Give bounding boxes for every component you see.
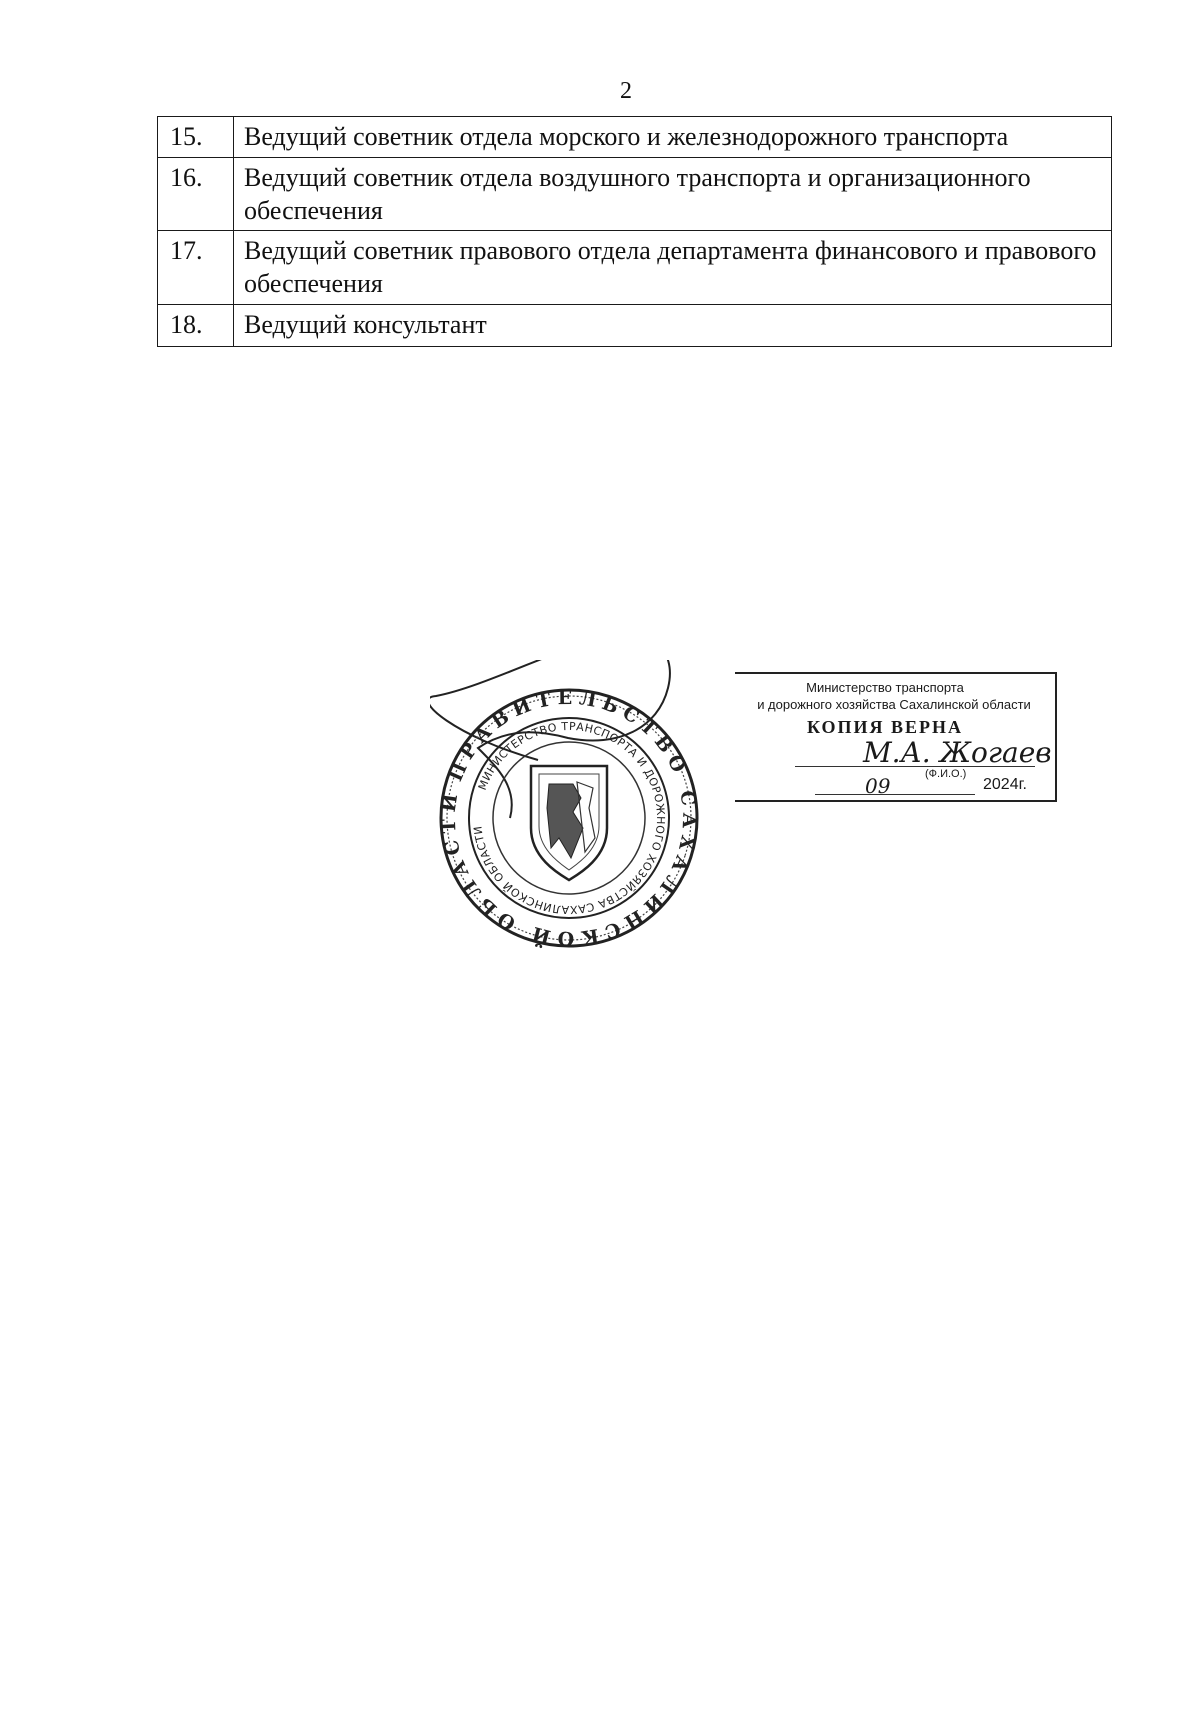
page-number: 2 <box>620 78 632 104</box>
row-number: 18. <box>158 305 234 347</box>
certification-area <box>430 660 1070 980</box>
row-number: 17. <box>158 231 234 305</box>
table-row <box>158 117 1112 158</box>
position-title: Ведущий консультант <box>234 305 1112 347</box>
position-title: Ведущий советник отдела воздушного транспорта и организационного обеспечения <box>234 158 1112 231</box>
table-row <box>158 305 1112 347</box>
table-row <box>158 231 1112 305</box>
position-title: Ведущий советник правового отдела департамента финансового и правового обеспечения <box>234 231 1112 305</box>
coat-of-arms <box>531 766 607 880</box>
year-suffix: г. <box>1018 776 1027 793</box>
seal-rings <box>430 660 735 980</box>
stamp-title: КОПИЯ ВЕРНА <box>806 717 964 737</box>
position-title: Ведущий советник отдела морского и железнодорожного транспорта <box>234 117 1112 158</box>
year-value: 2024 <box>983 776 1019 793</box>
seal-inner-textpath: МИНИСТЕРСТВО ТРАНСПОРТА И ДОРОЖНОГО ХОЗЯЙСТВА САХАЛИНСКОЙ ОБЛАСТИ <box>471 719 668 917</box>
row-number: 16. <box>158 158 234 231</box>
table-row <box>158 158 1112 231</box>
stamp-org-line1: Министерство транспорта <box>806 680 964 695</box>
positions-table <box>157 116 1112 347</box>
seal-outer-text <box>430 660 735 980</box>
seal-outer-textpath: ПРАВИТЕЛЬСТВО САХАЛИНСКОЙ ОБЛАСТИ <box>437 686 701 950</box>
signer-name: М.А. Жогаев <box>863 736 1052 769</box>
fio-caption: (Ф.И.О.) <box>925 768 967 780</box>
official-seal <box>430 660 1070 980</box>
row-number: 15. <box>158 117 234 158</box>
certification-month: 09 <box>865 774 891 798</box>
stamp-org-line2: и дорожного хозяйства Сахалинской области <box>757 697 1031 712</box>
